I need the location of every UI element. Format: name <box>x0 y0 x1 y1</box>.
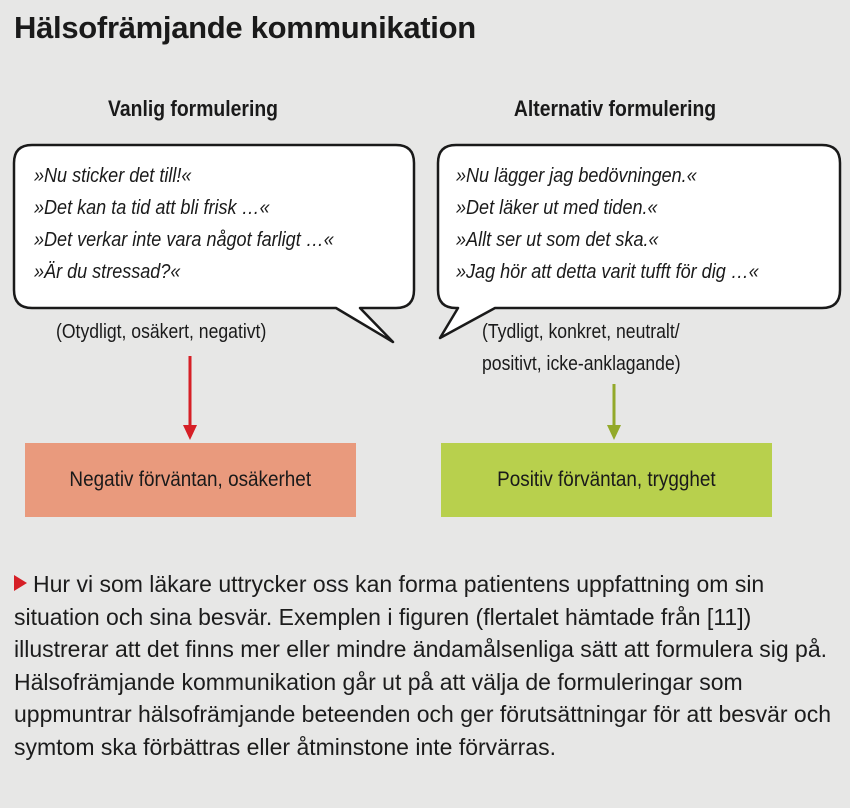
quote-line: »Det kan ta tid att bli frisk …« <box>34 196 270 219</box>
heading-usual: Vanlig formulering <box>108 96 278 121</box>
arrow-right-head <box>607 425 621 440</box>
caption-usual <box>56 316 266 348</box>
quotes-alternative <box>456 160 759 288</box>
caption-line: (Otydligt, osäkert, negativt) <box>56 321 267 343</box>
result-box-negative <box>25 443 356 517</box>
quotes-usual <box>34 160 334 288</box>
quote-line: »Är du stressad?« <box>34 260 181 283</box>
result-box-positive <box>441 443 772 517</box>
quote-line: »Det verkar inte vara något farligt …« <box>34 228 334 251</box>
explanation-text <box>14 568 844 763</box>
result-label-positive: Positiv förväntan, trygghet <box>497 468 716 491</box>
quote-line: »Det läker ut med tiden.« <box>456 196 658 219</box>
quote-line: »Nu sticker det till!« <box>34 164 192 187</box>
arrow-left-head <box>183 425 197 440</box>
heading-alternative: Alternativ formulering <box>513 96 717 121</box>
caption-alternative <box>482 316 681 380</box>
quote-line: »Jag hör att detta varit tufft för dig …« <box>456 260 759 283</box>
caption-line: positivt, icke-anklagande) <box>482 353 681 375</box>
quote-line: »Allt ser ut som det ska.« <box>456 228 659 251</box>
page-title: Hälsofrämjande kommunikation <box>14 10 476 45</box>
caption-line: (Tydligt, konkret, neutralt/ <box>482 321 680 343</box>
triangle-right-icon <box>14 575 27 591</box>
result-label-negative: Negativ förväntan, osäkerhet <box>69 468 312 491</box>
explanation-body: Hur vi som läkare uttrycker oss kan forma patientens uppfattning om sin situation och sina besvär. Exemplen i figuren (flertalet hämtade från [11]) illustrerar att det finns mer eller mindre ändamålsenliga sätt att formulera sig på. Hälsofrämjande kommunikation går ut på att välja de formuleringar som uppmuntrar hälsofrämjande beteenden och ger förutsättningar för att besvär och symtom ska förbättras eller åtminstone inte förvärras. <box>14 571 831 760</box>
quote-line: »Nu lägger jag bedövningen.« <box>456 164 697 187</box>
